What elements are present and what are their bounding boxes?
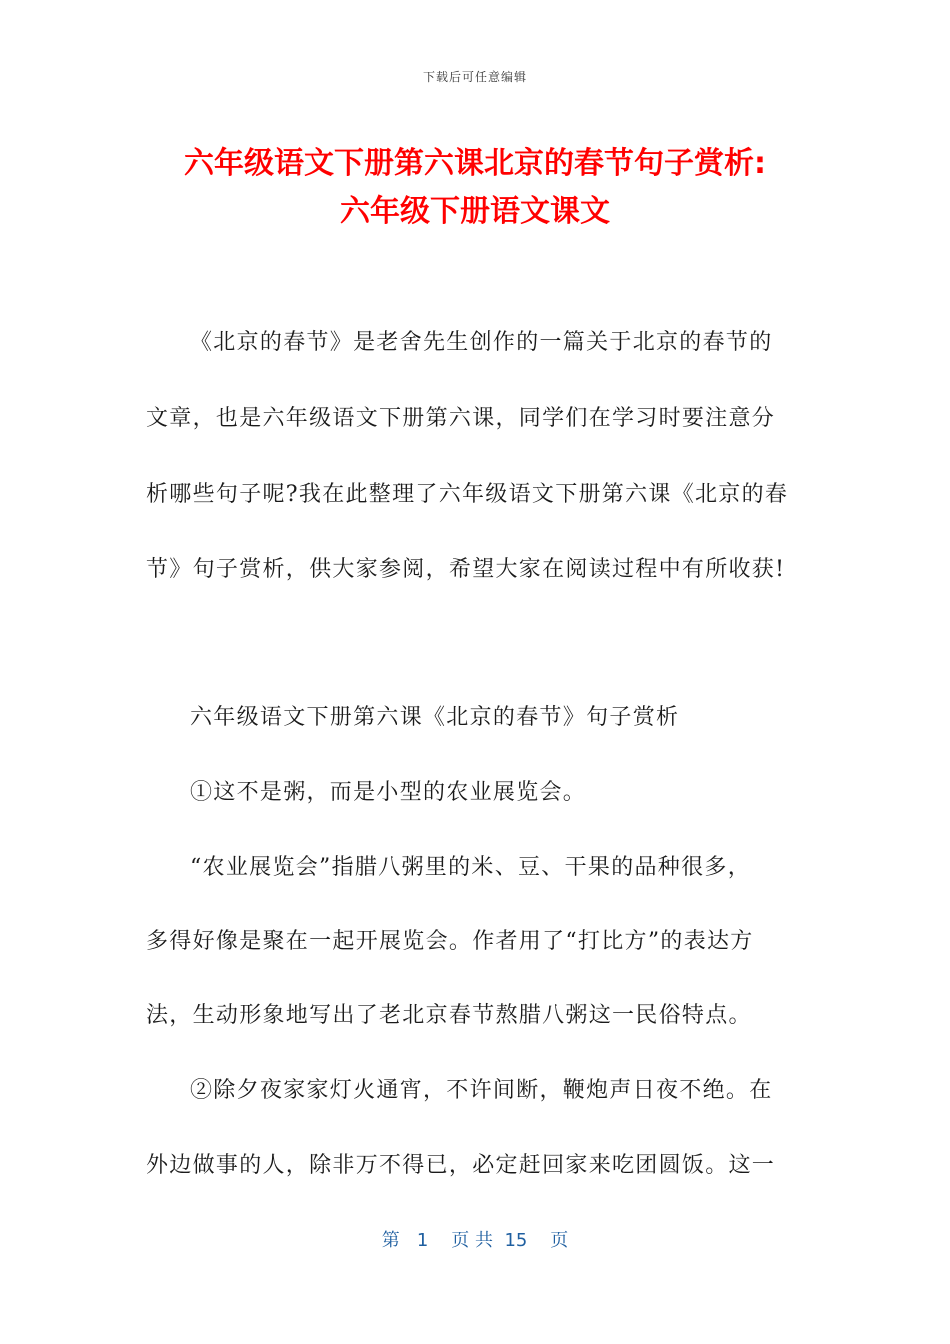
title-line-2: 六年级下册语文课文 bbox=[340, 194, 610, 229]
body-line: ②除夕夜家家灯火通宵，不许间断，鞭炮声日夜不绝。在 bbox=[190, 1078, 773, 1103]
footer-mid: 页 共 bbox=[451, 1230, 493, 1251]
body-line: “农业展览会”指腊八粥里的米、豆、干果的品种很多， bbox=[190, 855, 751, 880]
body-line: ①这不是粥，而是小型的农业展览会。 bbox=[190, 780, 587, 805]
title-line-1: 六年级语文下册第六课北京的春节句子赏析: bbox=[184, 146, 766, 181]
header-note: 下载后可任意编辑 bbox=[422, 70, 527, 84]
page-footer bbox=[0, 1226, 950, 1252]
footer-suffix: 页 bbox=[550, 1230, 569, 1251]
body-line: 析哪些句子呢?我在此整理了六年级语文下册第六课《北京的春 bbox=[146, 482, 789, 507]
body-line: 多得好像是聚在一起开展览会。作者用了“打比方”的表达方 bbox=[146, 929, 754, 954]
total-pages-number: 15 bbox=[504, 1230, 528, 1251]
body-line: 法，生动形象地写出了老北京春节熬腊八粥这一民俗特点。 bbox=[146, 1003, 752, 1028]
section-heading: 六年级语文下册第六课《北京的春节》句子赏析 bbox=[190, 705, 680, 730]
body-line: 外边做事的人，除非万不得已，必定赶回家来吃团圆饭。这一 bbox=[146, 1153, 776, 1178]
footer-prefix: 第 bbox=[381, 1230, 400, 1251]
body-line: 《北京的春节》是老舍先生创作的一篇关于北京的春节的 bbox=[190, 330, 773, 355]
body-line: 节》句子赏析，供大家参阅，希望大家在阅读过程中有所收获! bbox=[146, 557, 786, 582]
body-line: 文章，也是六年级语文下册第六课，同学们在学习时要注意分 bbox=[146, 406, 776, 431]
current-page-number: 1 bbox=[416, 1230, 429, 1251]
document-title bbox=[60, 140, 890, 236]
